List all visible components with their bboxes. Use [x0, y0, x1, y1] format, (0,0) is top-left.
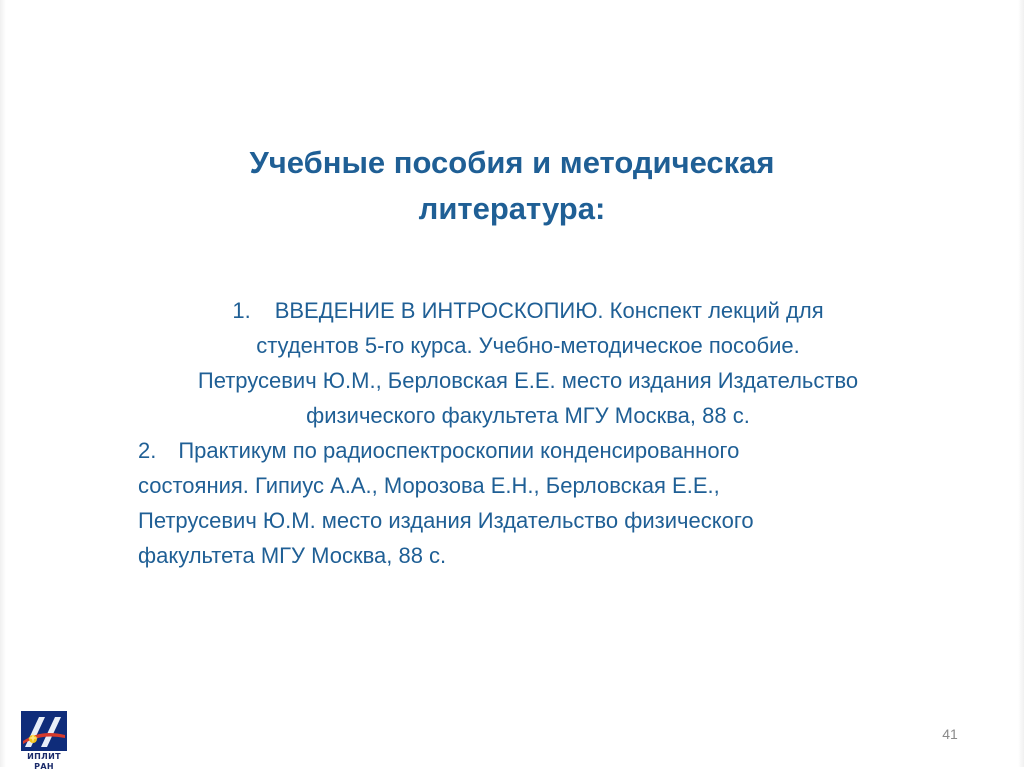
- reference-item-2-line-4: факультета МГУ Москва, 88 с.: [138, 543, 447, 568]
- page-number: 41: [942, 726, 958, 742]
- reference-list: [138, 293, 918, 573]
- reference-item-2-line-3: Петрусевич Ю.М. место издания Издательство физического: [138, 508, 754, 533]
- reference-item-1-number: 1.: [232, 298, 251, 323]
- slide-title: [150, 140, 874, 232]
- reference-item-1-line-1: [138, 293, 918, 328]
- reference-item-2-line-1: [138, 433, 918, 468]
- institute-logo-icon: [21, 711, 67, 751]
- reference-item-1-line-4: физического факультета МГУ Москва, 88 с.: [306, 403, 750, 428]
- reference-item-1: [138, 293, 918, 433]
- reference-item-1-line-2: студентов 5-го курса. Учебно-методическое пособие.: [256, 333, 800, 358]
- slide-edge-right: [1018, 0, 1024, 767]
- reference-item-2-line-2: состояния. Гипиус А.А., Морозова Е.Н., Берловская Е.Е.,: [138, 473, 720, 498]
- institute-logo-caption: ИПЛИТ РАН: [27, 752, 61, 771]
- title-line-2: литература:: [418, 191, 606, 226]
- reference-item-1-line-3: Петрусевич Ю.М., Берловская Е.Е. место издания Издательство: [197, 368, 859, 393]
- title-line-1: Учебные пособия и методическая: [249, 145, 775, 180]
- institute-logo: [21, 711, 67, 771]
- reference-item-2: [138, 433, 918, 573]
- reference-item-2-number: 2.: [138, 438, 157, 463]
- reference-item-2-text-1: Практикум по радиоспектроскопии конденсированного: [178, 438, 740, 463]
- reference-item-1-text-1: ВВЕДЕНИЕ В ИНТРОСКОПИЮ. Конспект лекций для: [274, 298, 824, 323]
- slide-edge-left: [0, 0, 6, 767]
